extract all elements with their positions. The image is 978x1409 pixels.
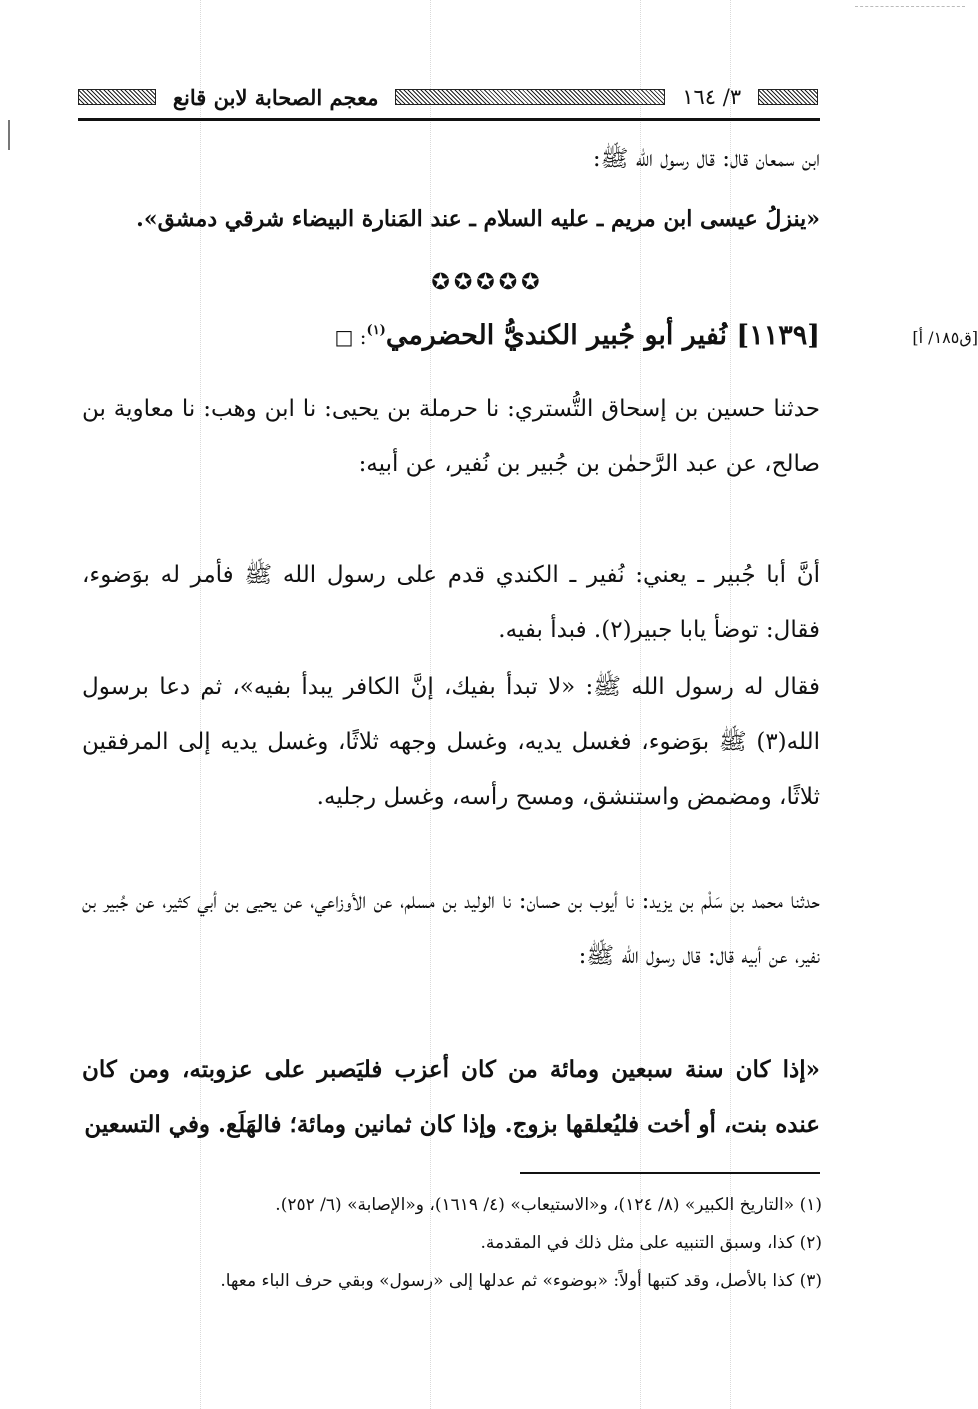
scan-artifact-mark [8,120,10,150]
entry-title: [١١٣٩] نُفير أبو جُبير الكنديُّ الحضرمي [385,320,820,351]
hadith-quote: «ينزلُ عيسى ابن مريم ـ عليه السلام ـ عند المَنارة البيضاء شرقي دمشق». [136,206,820,232]
entry-heading [82,320,820,351]
scan-artifact-line [855,6,965,7]
footnote-1: (١) «التاريخ الكبير» (٨/ ١٢٤)، و«الاستيعاب» (٤/ ١٦١٩)، و«الإصابة» (٦/ ٢٥٢). [275,1195,822,1215]
footnote-3: (٣) كذا بالأصل، وقد كتبها أولاً: «بوضوء» ثم عدلها إلى «رسول» وبقي حرف الباء معها. [220,1271,822,1291]
page-number: ٣/ ١٦٤ [682,85,742,109]
paragraph-narration-2: فقال له رسول الله ﷺ: «لا تبدأ بفيك، إنَّ الكافر يبدأ بفيه»، ثم دعا برسول الله(٣) ﷺ بوَضوء، فغسل يديه، وغسل وجهه ثلاثًا، وغسل يديه إلى المرفقين ثلاثًا، ومضمض واستنشق، ومسح رأسه، وغسل رجليه. [82,674,820,810]
footnotes [82,1186,822,1300]
paragraph-narration-1: أنَّ أبا جُبير ـ يعني: نُفير ـ الكندي قدم على رسول الله ﷺ فأمر له بوَضوء، فقال: توضأ يابا جبير(٢). فبدأ بفيه. [82,562,820,643]
footnote-2: (٢) كذا، وسبق التنبيه على مثل ذلك في المقدمة. [480,1233,822,1253]
manuscript-folio-ref: [ق١٨٥/ أ] [912,328,978,347]
header-rule [78,118,820,121]
paragraph-isnad-2: حدثنا محمد بن سَلْم بن يزيد: نا أيوب بن حسان: نا الوليد بن مسلم، عن الأوزاعي، عن يحيى بن أبي كثير، عن جُبير بن نفير، عن أبيه قال: قال رسول الله ﷺ: [82,888,820,969]
hadith-quote-2: «إذا كان سنة سبعين ومائة من كان أعزب فليَصبر على عزوبته، ومن كان عنده بنت، أو أخت فليُعلقها بزوج. وإذا كان ثمانين ومائة؛ فالهَلَع. وفي التسعين [82,1056,820,1138]
header-ornament [78,89,156,105]
paragraph-isnad-end: ابن سمعان قال: قال رسول الله ﷺ: [592,146,820,172]
paragraph-isnad-1: حدثنا حسين بن إسحاق التُّستري: نا حرملة بن يحيى: نا ابن وهب: نا معاوية بن صالح، عن عبد الرَّحمٰن بن جُبير بن نُفير، عن أبيه: [82,396,820,477]
section-separator: ✪✪✪✪✪ [431,270,544,295]
header-ornament [758,89,818,105]
book-title: معجم الصحابة لابن قانع [172,84,379,110]
footnote-marker: (١) [366,323,386,338]
footnote-rule [520,1172,820,1174]
running-header [78,80,818,114]
entry-suffix: : □ [334,325,367,349]
header-ornament [395,89,665,105]
